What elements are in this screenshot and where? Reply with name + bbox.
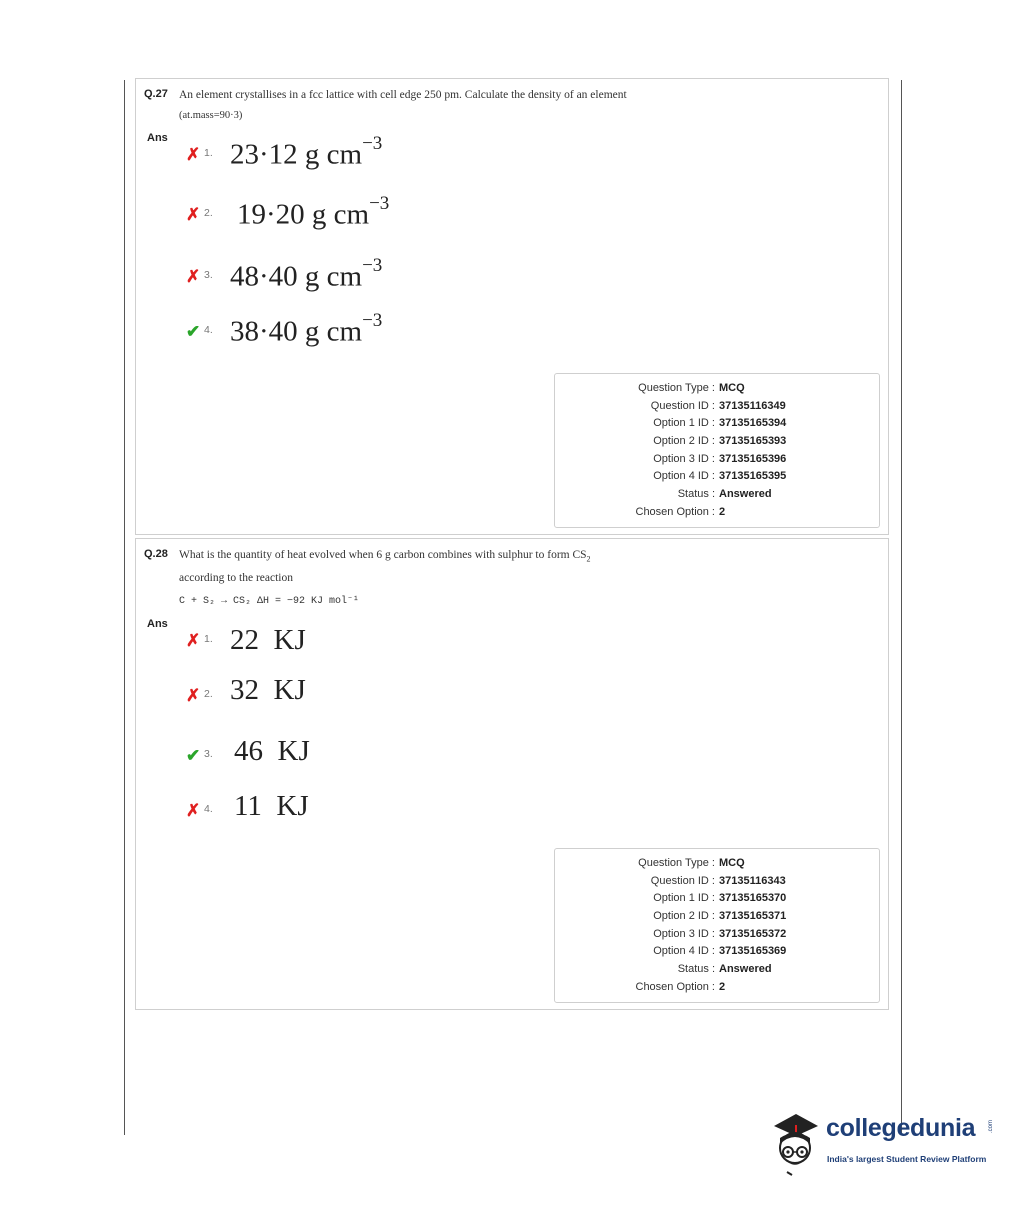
meta-row: Question ID : 37135116349 — [650, 400, 786, 412]
option-value: 22 KJ — [230, 624, 306, 656]
meta-row: Status : Answered — [677, 963, 772, 975]
check-mark-icon: ✔ — [186, 322, 201, 341]
meta-row: Chosen Option : 2 — [635, 506, 726, 518]
option-value: 46 KJ — [234, 735, 310, 767]
meta-row: Option 4 ID : 37135165369 — [653, 945, 787, 957]
meta-row: Option 2 ID : 37135165393 — [653, 435, 787, 447]
option-value: 23·12 g $cm^{-3}$ — [230, 133, 383, 171]
meta-row: Question ID : 37135116343 — [650, 875, 786, 887]
question-meta-box — [554, 848, 880, 1003]
meta-row: Option 3 ID : 37135165396 — [653, 453, 787, 465]
option-exponent: −3 — [362, 255, 383, 276]
option-number: 2. — [204, 207, 213, 219]
check-mark-icon: ✔ — [186, 746, 201, 765]
ans-label: Ans — [147, 618, 168, 630]
page-right-rule — [901, 80, 902, 1135]
option-number: 3. — [204, 269, 213, 281]
wrong-mark-icon: ✗ — [186, 801, 201, 820]
meta-row: Option 2 ID : 37135165371 — [653, 910, 787, 922]
question-number: Q.28 — [144, 548, 168, 560]
option-exponent: −3 — [362, 133, 383, 154]
wrong-mark-icon: ✗ — [186, 145, 201, 164]
question-27-panel — [135, 78, 889, 535]
question-text-line1: An element crystallises in a fcc lattice with cell edge 250 pm. Calculate the density of an element — [179, 89, 627, 101]
brand-suffix: .com — [988, 1120, 994, 1134]
option-number: 1. — [204, 147, 213, 159]
meta-row: Chosen Option : 2 — [635, 981, 726, 993]
option-number: 2. — [204, 688, 213, 700]
ans-label: Ans — [147, 132, 168, 144]
option-value: 48·40 g $cm^{-3}$ — [230, 255, 383, 293]
wrong-mark-icon: ✗ — [186, 205, 201, 224]
option-number: 4. — [204, 803, 213, 815]
meta-row: Option 4 ID : 37135165395 — [653, 470, 787, 482]
option-number: 3. — [204, 748, 213, 760]
option-value: 32 KJ — [230, 674, 306, 706]
meta-row: Question Type : MCQ — [638, 382, 745, 394]
meta-row: Status : Answered — [677, 488, 772, 500]
question-text-line1: What is the quantity of heat evolved when 6 g carbon combines with sulphur to form $CS_2$ — [179, 549, 591, 564]
option-value: 11 KJ — [234, 790, 309, 822]
option-exponent: −3 — [369, 193, 390, 214]
option-number: 1. — [204, 633, 213, 645]
meta-row: Option 1 ID : 37135165370 — [653, 892, 787, 904]
question-28-panel — [135, 538, 889, 1010]
meta-row: Question Type : MCQ — [638, 857, 745, 869]
option-value: 38·40 g $cm^{-3}$ — [230, 310, 383, 348]
question-text-line2: (at.mass=90·3) — [179, 110, 243, 121]
reaction-equation: C + S₂ → CS₂ ΔH = −92 KJ mol⁻¹ — [179, 596, 360, 607]
wrong-mark-icon: ✗ — [186, 267, 201, 286]
option-number: 4. — [204, 324, 213, 336]
question-number: Q.27 — [144, 88, 168, 100]
option-exponent: −3 — [362, 310, 383, 331]
page-left-rule — [124, 80, 125, 1135]
wrong-mark-icon: ✗ — [186, 686, 201, 705]
question-text-line2: according to the reaction — [179, 572, 293, 584]
brand-tagline: India's largest Student Review Platform — [827, 1154, 987, 1164]
wrong-mark-icon: ✗ — [186, 631, 201, 650]
meta-row: Option 1 ID : 37135165394 — [653, 417, 787, 429]
question-meta-box — [554, 373, 880, 528]
option-value: 19·20 g $cm^{-3}$ — [237, 193, 390, 231]
collegedunia-logo — [766, 1108, 996, 1178]
mascot-icon — [766, 1108, 824, 1178]
brand-name: collegedunia — [826, 1114, 976, 1142]
meta-row: Option 3 ID : 37135165372 — [653, 928, 787, 940]
